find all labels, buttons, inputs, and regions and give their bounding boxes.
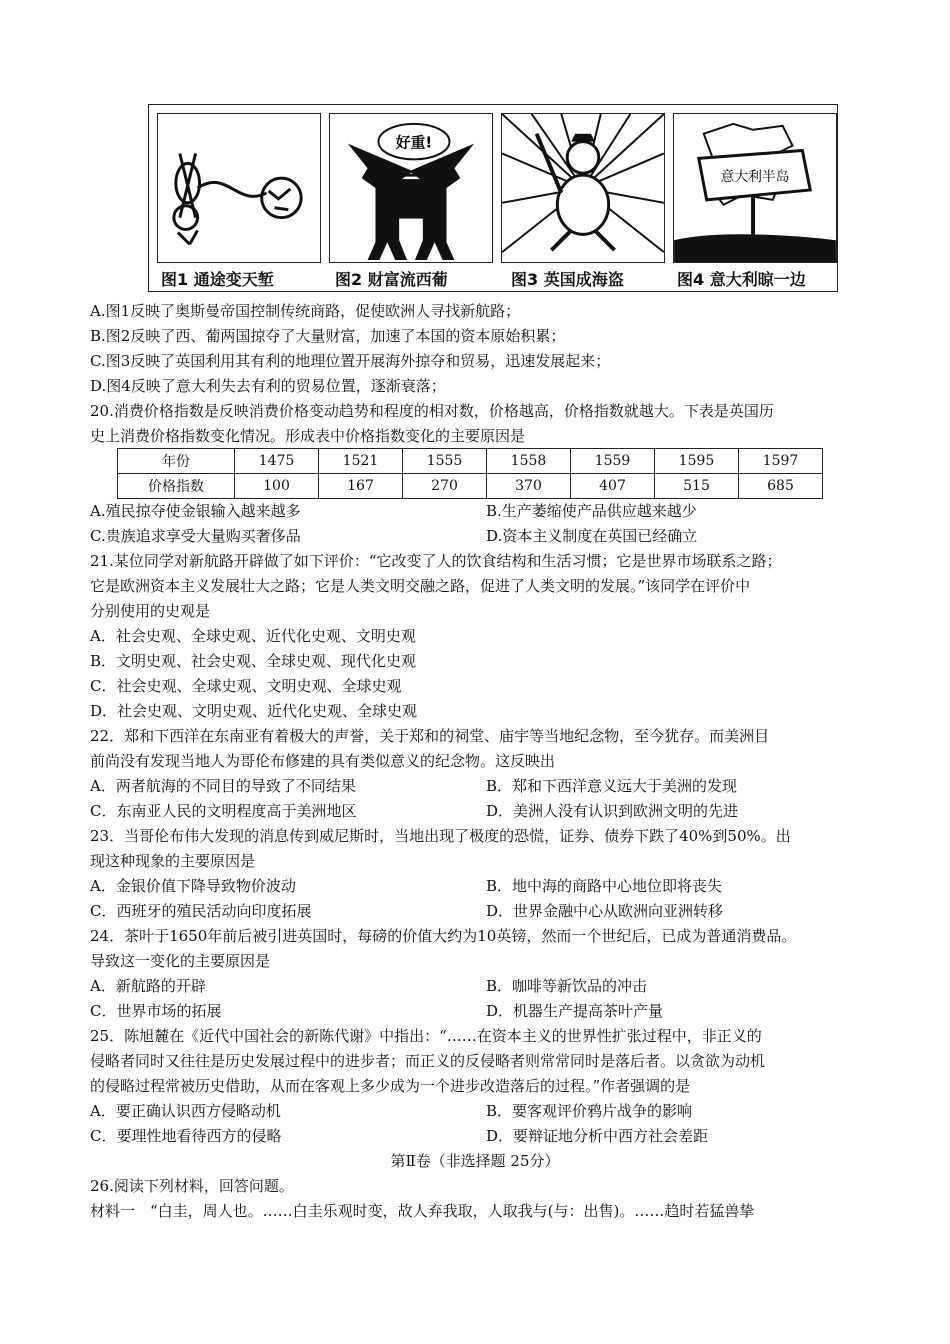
- q25-option-c: C．要理性地看待西方的侵略: [90, 1127, 282, 1145]
- q26-material-1: 材料一 “白圭，周人也。……白圭乐观时变，故人弃我取，人取我与(与：出售)。……趋时若猛兽挚: [90, 1202, 755, 1220]
- q21-stem-line1: 21.某位同学对新航路开辟做了如下评价：“它改变了人的饮食结构和生活习惯；它是世界市场联系之路；: [90, 552, 782, 570]
- index-cell: 270: [403, 474, 487, 499]
- q19-option-b: B.图2反映了西、葡两国掠夺了大量财富，加速了本国的资本原始积累；: [90, 327, 566, 345]
- year-cell: 1595: [655, 449, 739, 474]
- q23-option-d: D．世界金融中心从欧洲向亚洲转移: [486, 902, 724, 920]
- cartoon-4-caption: 图4 意大利晾一边: [677, 270, 806, 289]
- index-cell: 407: [571, 474, 655, 499]
- scissors-road-icon: [158, 114, 320, 262]
- q22-option-a: A．两者航海的不同目的导致了不同结果: [90, 777, 356, 795]
- q25-option-d: D．要辩证地分析中西方社会差距: [486, 1127, 709, 1145]
- q21-stem-line2: 它是欧洲资本主义发展壮大之路；它是人类文明交融之路，促进了人类文明的发展。”该同学在评价中: [90, 577, 751, 595]
- q22-option-c: C．东南亚人民的文明程度高于美洲地区: [90, 802, 357, 820]
- q24-stem-line2: 导致这一变化的主要原因是: [90, 952, 271, 970]
- q21-stem-line3: 分别使用的史观是: [90, 602, 211, 620]
- q20-stem-line2: 史上消费价格指数变化情况。形成表中价格指数变化的主要原因是: [90, 427, 526, 445]
- year-cell: 1559: [571, 449, 655, 474]
- q23-option-c: C．西班牙的殖民活动向印度拓展: [90, 902, 312, 920]
- q25-stem-line1: 25．陈旭麓在《近代中国社会的新陈代谢》中指出：“……在资本主义的世界性扩张过程中，非正义的: [90, 1027, 762, 1045]
- q23-stem-line1: 23．当哥伦布伟大发现的消息传到威尼斯时，当地出现了极度的恐慌，证券、债券下跌了40%到50%。出: [90, 827, 791, 845]
- year-cell: 1597: [739, 449, 823, 474]
- q24-option-c: C．世界市场的拓展: [90, 1002, 222, 1020]
- svg-text:葡: 葡: [361, 206, 375, 222]
- q20-option-c: C.贵族追求享受大量购买奢侈品: [90, 527, 301, 545]
- q23-stem-line2: 现这种现象的主要原因是: [90, 852, 256, 870]
- index-cell: 515: [655, 474, 739, 499]
- table-row-years: [118, 449, 823, 474]
- cartoon-2-caption: 图2 财富流西葡: [335, 270, 448, 289]
- cartoon-1-image: [157, 113, 321, 263]
- q25-stem-line3: 的侵略过程常被历史借助，从而在客观上多少成为一个进步改造落后的过程。”作者强调的是: [90, 1077, 691, 1095]
- index-cell: 100: [235, 474, 319, 499]
- q22-option-d: D．美洲人没有认识到欧洲文明的先进: [486, 802, 739, 820]
- q21-option-a: A．社会史观、全球史观、近代化史观、文明史观: [90, 627, 416, 645]
- cartoon-2-image: [329, 113, 493, 263]
- svg-text:意大利半岛: 意大利半岛: [720, 169, 790, 186]
- q23-option-b: B．地中海的商路中心地位即将丧失: [486, 877, 723, 895]
- price-index-table: [117, 448, 823, 499]
- q21-option-c: C．社会史观、全球史观、文明史观、全球史观: [90, 677, 402, 695]
- q24-option-a: A．新航路的开辟: [90, 977, 206, 995]
- q24-option-d: D．机器生产提高茶叶产量: [486, 1002, 664, 1020]
- cartoon-3-image: [501, 113, 665, 263]
- row-label-year: 年份: [118, 449, 235, 474]
- cartoon-strip: [148, 104, 838, 292]
- index-cell: 167: [319, 474, 403, 499]
- q24-option-b: B．咖啡等新饮品的冲击: [486, 977, 648, 995]
- year-cell: 1558: [487, 449, 571, 474]
- q19-option-c: C.图3反映了英国利用其有利的地理位置开展海外掠夺和贸易，迅速发展起来；: [90, 352, 611, 370]
- cartoon-1-caption: 图1 通途变天堑: [161, 270, 274, 289]
- q22-option-b: B．郑和下西洋意义远大于美洲的发现: [486, 777, 738, 795]
- q23-option-a: A．金银价值下降导致物价波动: [90, 877, 296, 895]
- svg-text:西: 西: [449, 206, 463, 222]
- q26-stem: 26.阅读下列材料，回答问题。: [90, 1177, 294, 1195]
- q21-option-d: D．社会史观、文明史观、近代化史观、全球史观: [90, 702, 418, 720]
- q24-stem-line1: 24．茶叶于1650年前后被引进英国时，每磅的价值大约为10英镑，然而一个世纪后，已成为普通消费品。: [90, 927, 797, 945]
- q20-option-a: A.殖民掠夺使金银输入越来越多: [90, 502, 301, 520]
- q20-option-b: B.生产萎缩使产品供应越来越少: [486, 502, 697, 520]
- cartoon-3-caption: 图3 英国成海盗: [511, 270, 624, 289]
- q19-option-a: A.图1反映了奥斯曼帝国控制传统商路，促使欧洲人寻找新航路；: [90, 302, 521, 320]
- year-cell: 1555: [403, 449, 487, 474]
- index-cell: 370: [487, 474, 571, 499]
- year-cell: 1475: [235, 449, 319, 474]
- two-figures-carry-icon: [330, 114, 492, 262]
- year-cell: 1521: [319, 449, 403, 474]
- index-cell: 685: [739, 474, 823, 499]
- q20-option-d: D.资本主义制度在英国已经确立: [486, 527, 698, 545]
- q22-stem-line1: 22．郑和下西洋在东南亚有着极大的声誉，关于郑和的祠堂、庙宇等当地纪念物，至今犹存。而美洲目: [90, 727, 770, 745]
- table-row-values: [118, 474, 823, 499]
- q22-stem-line2: 前尚没有发现当地人为哥伦布修建的具有类似意义的纪念物。这反映出: [90, 752, 556, 770]
- q21-option-b: B．文明史观、社会史观、全球史观、现代化史观: [90, 652, 417, 670]
- q20-stem-line1: 20.消费价格指数是反映消费价格变动趋势和程度的相对数，价格越高，价格指数就越大。下表是英国历: [90, 402, 774, 420]
- section-2-title: 第Ⅱ卷（非选择题 25分）: [390, 1152, 560, 1170]
- sign-icon: [674, 114, 836, 262]
- pirate-icon: [502, 114, 664, 262]
- svg-text:好重!: 好重!: [395, 134, 433, 152]
- q25-option-b: B．要客观评价鸦片战争的影响: [486, 1102, 693, 1120]
- q25-stem-line2: 侵略者同时又往往是历史发展过程中的进步者；而正义的反侵略者则常常同时是落后者。以贪欲为动机: [90, 1052, 766, 1070]
- row-label-index: 价格指数: [118, 474, 235, 499]
- q25-option-a: A．要正确认识西方侵略动机: [90, 1102, 281, 1120]
- cartoon-4-image: [673, 113, 837, 263]
- q19-option-d: D.图4反映了意大利失去有利的贸易位置，逐渐衰落；: [90, 377, 446, 395]
